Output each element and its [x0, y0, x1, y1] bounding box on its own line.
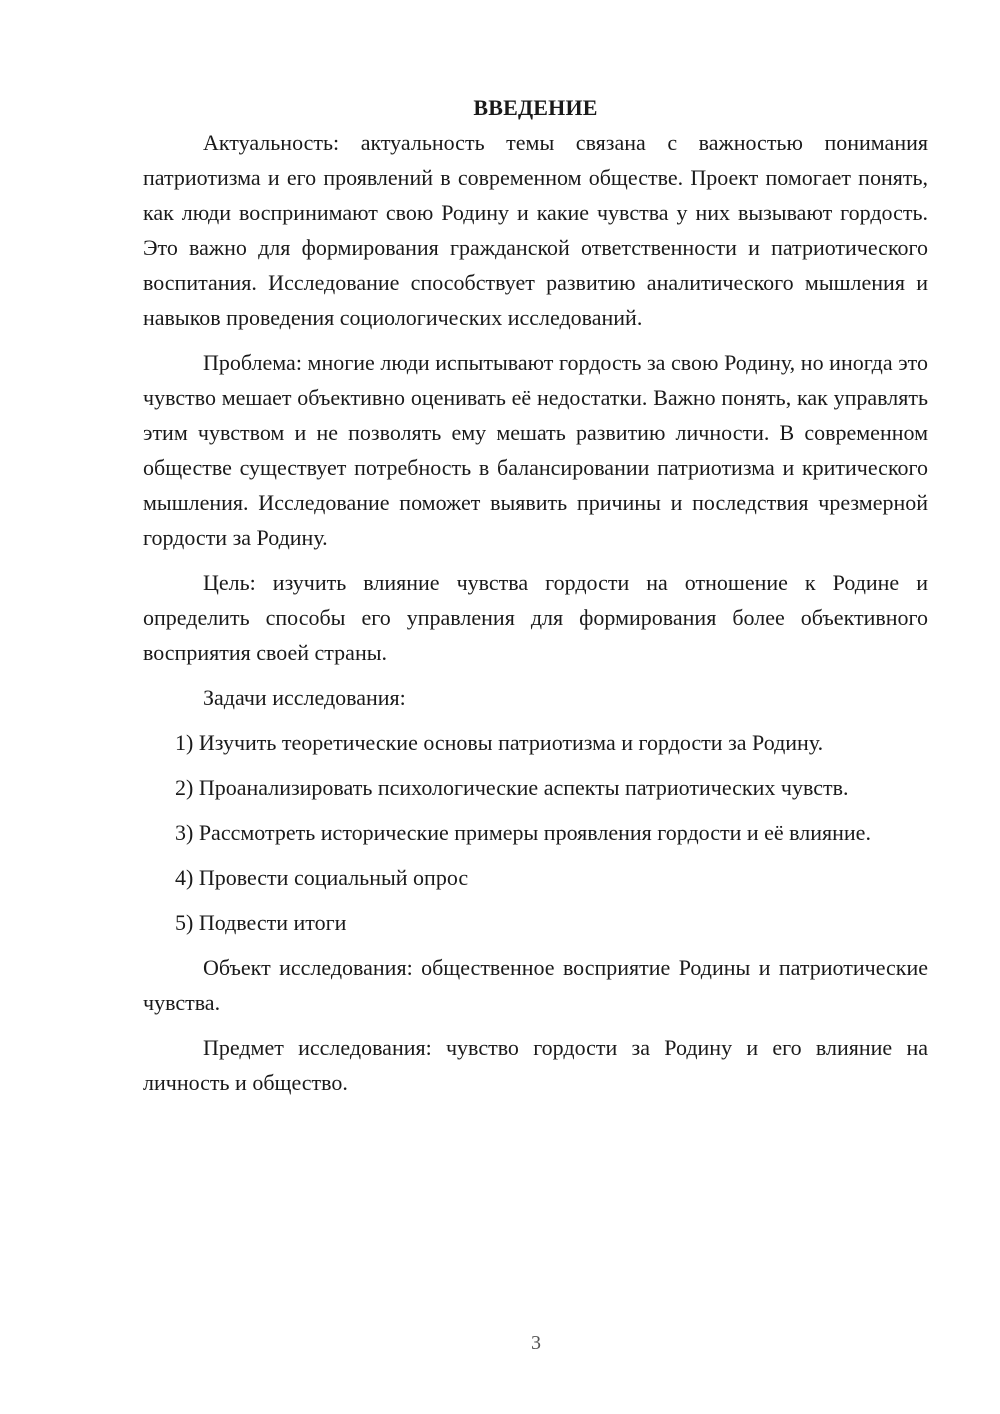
task-item-1: 1) Изучить теоретические основы патриотизма и гордости за Родину. [175, 730, 824, 755]
problem-paragraph: Проблема: многие люди испытывают гордость за свою Родину, но иногда это чувство мешает объективно оценивать её недостатки. Важно понять, как управлять этим чувством и не позволять ему мешать развитию личности. В современном обществе существует потребность в балансировании патриотизма и критического мышления. Исследование поможет выявить причины и последствия чрезмерной гордости за Родину. [143, 350, 928, 550]
task-item-4: 4) Провести социальный опрос [175, 865, 469, 890]
page-number: 3 [531, 1332, 541, 1354]
document-page [143, 90, 928, 1110]
task-item-3: 3) Рассмотреть исторические примеры проявления гордости и её влияние. [175, 820, 871, 845]
task-item-5: 5) Подвести итоги [175, 910, 347, 935]
subject-paragraph: Предмет исследования: чувство гордости за Родину и его влияние на личность и общество. [143, 1035, 928, 1095]
page-title: ВВЕДЕНИЕ [473, 95, 598, 120]
task-item-2: 2) Проанализировать психологические аспекты патриотических чувств. [175, 775, 849, 800]
object-paragraph: Объект исследования: общественное восприятие Родины и патриотические чувства. [143, 955, 928, 1015]
relevance-paragraph: Актуальность: актуальность темы связана с важностью понимания патриотизма и его проявлений в современном обществе. Проект помогает понять, как люди воспринимают свою Родину и какие чувства у них вызывают гордость. Это важно для формирования гражданской ответственности и патриотического воспитания. Исследование способствует развитию аналитического мышления и навыков проведения социологических исследований. [143, 130, 928, 330]
tasks-heading: Задачи исследования: [203, 685, 406, 710]
goal-paragraph: Цель: изучить влияние чувства гордости на отношение к Родине и определить способы его управления для формирования более объективного восприятия своей страны. [143, 570, 928, 665]
